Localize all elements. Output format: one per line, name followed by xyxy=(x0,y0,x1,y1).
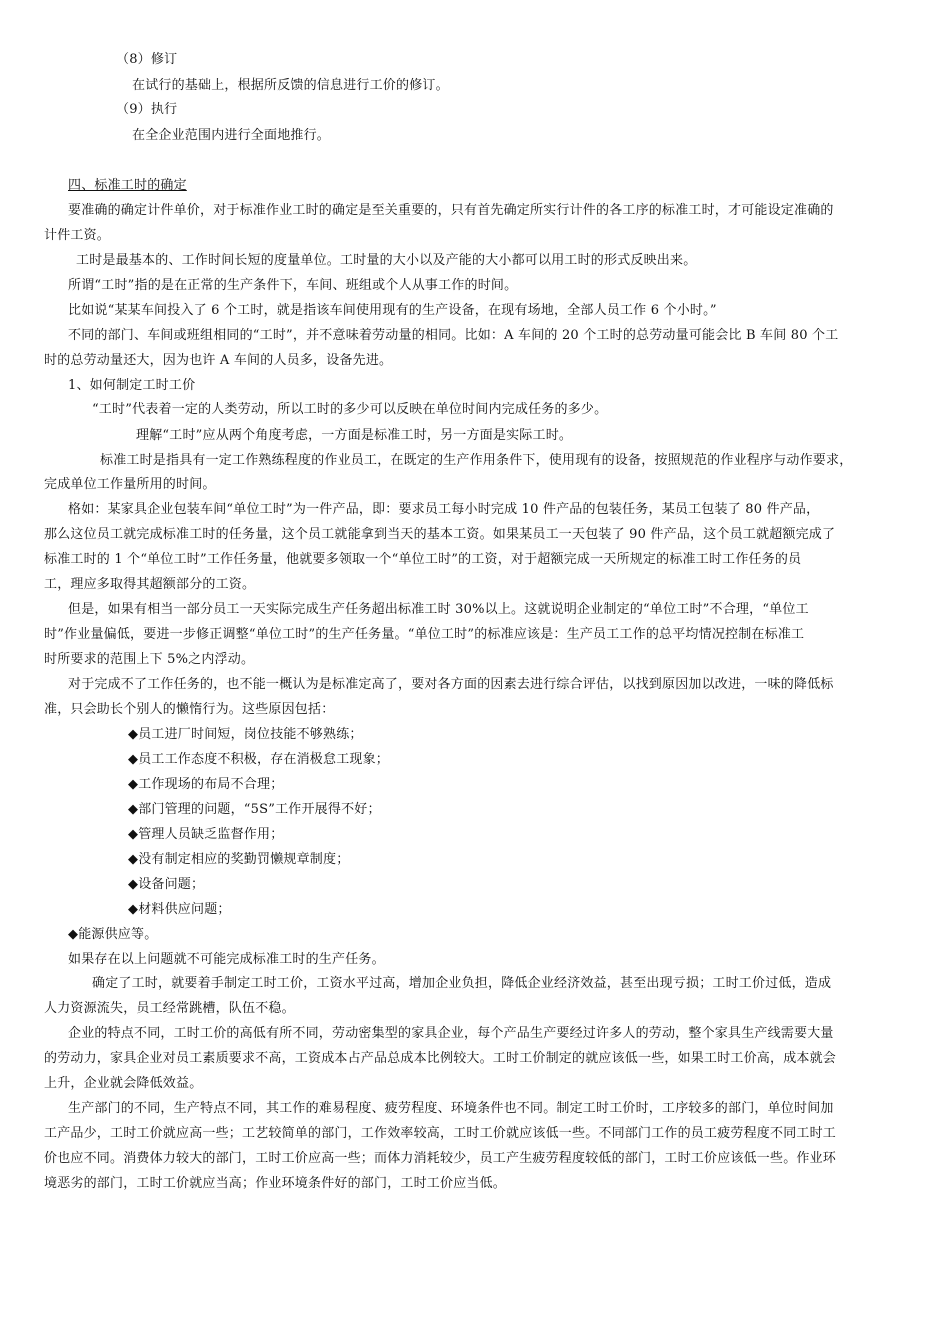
paragraph-line: 不同的部门、车间或班组相同的“工时”，并不意味着劳动量的相同。比如：A 车间的 20 个工时的总劳动量可能会比 B 车间 80 个工 xyxy=(68,328,839,343)
paragraph-line: 人力资源流失，员工经常跳槽，队伍不稳。 xyxy=(44,1001,295,1016)
bullet-item: ◆员工进厂时间短，岗位技能不够熟练； xyxy=(128,727,363,742)
paragraph-line: 所谓“工时”指的是在正常的生产条件下，车间、班组或个人从事工作的时间。 xyxy=(68,278,518,293)
bullet-item: ◆工作现场的布局不合理； xyxy=(128,777,284,792)
paragraph-line: 比如说“某某车间投入了 6 个工时，就是指该车间使用现有的生产设备，在现有场地，全部人员工作 6 个小时。” xyxy=(68,303,717,318)
paragraph-line: “工时”代表着一定的人类劳动，所以工时的多少可以反映在单位时间内完成任务的多少。 xyxy=(92,402,608,417)
paragraph-line: 完成单位工作量所用的时间。 xyxy=(44,477,216,492)
paragraph-line: 时所要求的范围上下 5%之内浮动。 xyxy=(44,652,255,667)
paragraph-line: 的劳动力，家具企业对员工素质要求不高，工资成本占产品总成本比例较大。工时工价制定的就应该低一些，如果工时工价高，成本就会 xyxy=(44,1051,837,1066)
subsection-title: 1、如何制定工时工价 xyxy=(68,378,196,393)
paragraph-line: 准，只会助长个别人的懒惰行为。这些原因包括： xyxy=(44,702,335,717)
paragraph-line: 时”作业量偏低，要进一步修正调整“单位工时”的生产任务量。“单位工时”的标准应该是：生产员工工作的总平均情况控制在标准工 xyxy=(44,627,805,642)
paragraph-line: 那么这位员工就完成标准工时的任务量，这个员工就能拿到当天的基本工资。如果某员工一天包装了 90 件产品，这个员工就超额完成了 xyxy=(44,527,836,542)
paragraph-line: 对于完成不了工作任务的，也不能一概认为是标准定高了，要对各方面的因素去进行综合评估，以找到原因加以改进，一味的降低标 xyxy=(68,677,834,692)
section-title: 四、标准工时的确定 xyxy=(68,178,187,193)
paragraph-line: 工，理应多取得其超额部分的工资。 xyxy=(44,577,256,592)
paragraph-line: 确定了工时，就要着手制定工时工价，工资水平过高，增加企业负担，降低企业经济效益，甚至出现亏损；工时工价过低，造成 xyxy=(92,976,832,991)
bullet-item: ◆管理人员缺乏监督作用； xyxy=(128,827,284,842)
bullet-item: ◆没有制定相应的奖勤罚懒规章制度； xyxy=(128,852,350,867)
paragraph-line: 上升，企业就会降低效益。 xyxy=(44,1076,203,1091)
execute-body: 在全企业范围内进行全面地推行。 xyxy=(132,128,331,143)
paragraph-line: 生产部门的不同，生产特点不同，其工作的难易程度、疲劳程度、环境条件也不同。制定工时工价时，工序较多的部门，单位时间加 xyxy=(68,1101,834,1116)
bullet-item: ◆员工工作态度不积极，存在消极怠工现象； xyxy=(128,752,389,767)
paragraph-line: 如果存在以上问题就不可能完成标准工时的生产任务。 xyxy=(68,952,385,967)
bullet-item: ◆设备问题； xyxy=(128,877,205,892)
bullet-item: ◆材料供应问题； xyxy=(128,902,231,917)
paragraph-line: 标准工时的 1 个“单位工时”工作任务量，他就要多领取一个“单位工时”的工资，对于超额完成一天所规定的标准工时工作任务的员 xyxy=(44,552,802,567)
paragraph-line: 工时是最基本的、工作时间长短的度量单位。工时量的大小以及产能的大小都可以用工时的形式反映出来。 xyxy=(76,253,697,268)
paragraph-line: 工产品少，工时工价就应高一些；工艺较简单的部门，工作效率较高，工时工价就应该低一些。不同部门工作的员工疲劳程度不同工时工 xyxy=(44,1126,837,1141)
execute-heading: （9）执行 xyxy=(116,102,178,117)
paragraph-line: 计件工资。 xyxy=(44,228,111,243)
revise-heading: （8）修订 xyxy=(116,52,178,67)
paragraph-line: 价也应不同。消费体力较大的部门，工时工价应高一些；而体力消耗较少，员工产生疲劳程度较低的部门，工时工价应该低一些。作业环 xyxy=(44,1151,837,1166)
paragraph-line: 时的总劳动量还大，因为也许 A 车间的人员多，设备先进。 xyxy=(44,353,393,368)
paragraph-line: 要准确的确定计件单价，对于标准作业工时的确定是至关重要的，只有首先确定所实行计件的各工序的标准工时，才可能设定准确的 xyxy=(68,203,834,218)
bullet-item: ◆部门管理的问题，“5S”工作开展得不好； xyxy=(128,802,381,817)
paragraph-line: 境恶劣的部门，工时工价就应当高；作业环境条件好的部门，工时工价应当低。 xyxy=(44,1176,507,1191)
paragraph-line: 格如：某家具企业包装车间“单位工时”为一件产品，即：要求员工每小时完成 10 件产品的包装任务，某员工包装了 80 件产品， xyxy=(68,502,820,517)
bullet-item: ◆能源供应等。 xyxy=(68,927,158,942)
paragraph-line: 企业的特点不同，工时工价的高低有所不同，劳动密集型的家具企业，每个产品生产要经过许多人的劳动，整个家具生产线需要大量 xyxy=(68,1026,834,1041)
revise-body: 在试行的基础上，根据所反馈的信息进行工价的修订。 xyxy=(132,78,449,93)
paragraph-line: 但是，如果有相当一部分员工一天实际完成生产任务超出标准工时 30%以上。这就说明企业制定的“单位工时”不合理，“单位工 xyxy=(68,602,809,617)
paragraph-line: 理解“工时”应从两个角度考虑，一方面是标准工时，另一方面是实际工时。 xyxy=(136,428,573,443)
paragraph-line: 标准工时是指具有一定工作熟练程度的作业员工，在既定的生产作用条件下，使用现有的设备，按照规范的作业程序与动作要求， xyxy=(100,453,853,468)
